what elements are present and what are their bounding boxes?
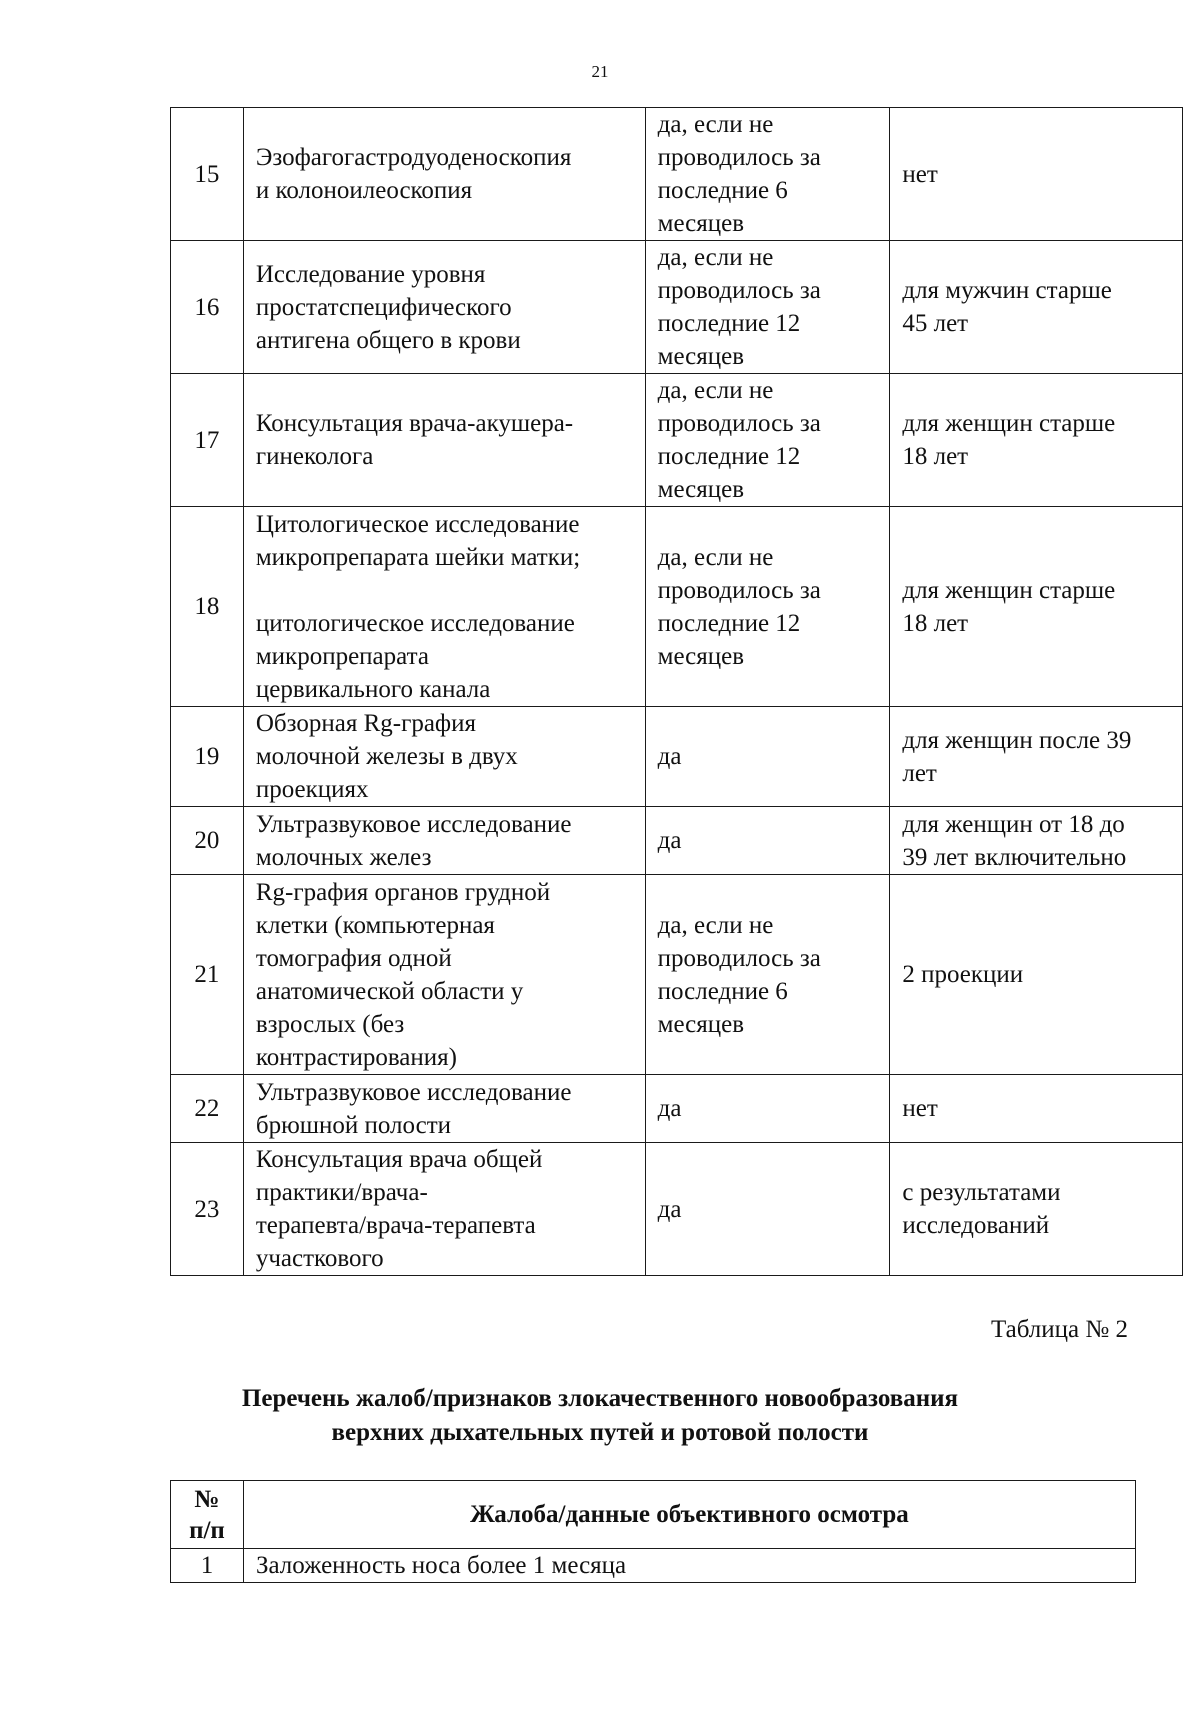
cell-line: последние 12: [657, 310, 801, 337]
note-cell: [890, 707, 1183, 807]
header-num-line-2: п/п: [189, 1516, 225, 1544]
table-row: [171, 807, 1183, 875]
cell-line: месяцев: [657, 476, 745, 503]
examinations-table-body: [171, 108, 1183, 1276]
note-cell: [890, 807, 1183, 875]
cell-line: молочной железы в двух: [255, 743, 518, 770]
cell-line: с результатами: [902, 1179, 1061, 1206]
cell-line: месяцев: [657, 210, 745, 237]
table-row: [171, 108, 1183, 241]
cell-line: да, если не: [657, 111, 774, 138]
condition-cell: [645, 707, 890, 807]
cell-line: Консультация врача-акушера-: [255, 410, 574, 437]
cell-line: последние 12: [657, 443, 801, 470]
table-row: [171, 374, 1183, 507]
condition-cell: [645, 875, 890, 1075]
cell-line: практики/врача-: [255, 1179, 428, 1206]
header-complaint: Жалоба/данные объективного осмотра: [243, 1481, 1135, 1549]
cell-line: нет: [902, 160, 938, 188]
cell-line: для женщин старше: [902, 410, 1116, 437]
cell-line: анатомической области у: [255, 977, 524, 1005]
cell-line: проводилось за: [657, 410, 821, 437]
complaints-table: [170, 1480, 1136, 1583]
table-row: [171, 507, 1183, 707]
cell-line: терапевта/врача-терапевта: [255, 1212, 536, 1239]
row-number: 22: [171, 1075, 244, 1143]
condition-cell: [645, 507, 890, 707]
complaints-table-body: [171, 1549, 1136, 1583]
cell-line: да, если не: [657, 911, 774, 939]
exam-name-cell: [243, 875, 645, 1075]
cell-line: Rg-графия органов грудной: [255, 878, 551, 906]
cell-line: да, если не: [657, 377, 774, 404]
cell-line: антигена общего в крови: [255, 326, 521, 354]
table-2-title: [0, 1382, 1200, 1450]
cell-line: брюшной полости: [255, 1111, 452, 1139]
cell-line: 39 лет включительно: [902, 843, 1127, 871]
condition-cell: [645, 108, 890, 241]
exam-name-cell: [243, 1075, 645, 1143]
note-cell: [890, 241, 1183, 374]
cell-line: 45 лет: [902, 310, 969, 337]
cell-line: месяцев: [657, 343, 745, 370]
cell-line: цитологическое исследование: [255, 609, 575, 637]
cell-line: да, если не: [657, 543, 774, 571]
table-row: [171, 241, 1183, 374]
condition-cell: [645, 241, 890, 374]
cell-line: нет: [902, 1095, 938, 1122]
cell-line: для женщин после 39: [902, 726, 1132, 754]
cell-line: томография одной: [255, 944, 452, 972]
note-cell: [890, 374, 1183, 507]
cell-line: 18 лет: [902, 609, 969, 637]
exam-name-cell: [243, 507, 645, 707]
cell-line: Эзофагогастродуоденоскопия: [255, 144, 572, 171]
condition-cell: [645, 374, 890, 507]
cell-line: для женщин старше: [902, 576, 1116, 604]
cell-line: месяцев: [657, 642, 745, 670]
table-2-label: Таблица № 2: [990, 1316, 1128, 1343]
cell-line: да: [657, 827, 682, 854]
cell-line: для женщин от 18 до: [902, 810, 1125, 838]
cell-line: проводилось за: [657, 944, 821, 972]
note-cell: [890, 875, 1183, 1075]
cell-line: последние 6: [657, 977, 788, 1005]
cell-line: Ультразвуковое исследование: [255, 810, 572, 838]
header-num-line-1: №: [194, 1485, 220, 1513]
table-row: [171, 1075, 1183, 1143]
cell-line: Консультация врача общей: [255, 1146, 543, 1173]
cell-line: проводилось за: [657, 576, 821, 604]
cell-line: исследований: [902, 1212, 1050, 1239]
cell-line: Цитологическое исследование: [255, 510, 580, 538]
cell-line: проводилось за: [657, 277, 821, 304]
table-2-title-line-2: верхних дыхательных путей и ротовой полости: [331, 1419, 869, 1446]
note-cell: [890, 1075, 1183, 1143]
cell-line: Исследование уровня: [255, 260, 486, 288]
table-row: [171, 707, 1183, 807]
cell-line: [256, 574, 635, 607]
exam-name-cell: [243, 108, 645, 241]
complaint-cell: Заложенность носа более 1 месяца: [243, 1549, 1135, 1583]
cell-line: 18 лет: [902, 443, 969, 470]
cell-line: Обзорная Rg-графия: [255, 710, 476, 737]
cell-line: контрастирования): [255, 1043, 457, 1071]
cell-line: последние 12: [657, 609, 801, 637]
cell-line: да: [657, 1095, 682, 1122]
row-number: 1: [171, 1549, 244, 1583]
table-row: [171, 875, 1183, 1075]
row-number: 18: [171, 507, 244, 707]
cell-line: да: [657, 1195, 682, 1223]
page-number: 21: [591, 62, 609, 81]
condition-cell: [645, 1143, 890, 1276]
table-row: [171, 1143, 1183, 1276]
cell-line: да, если не: [657, 244, 774, 271]
cell-line: взрослых (без: [255, 1010, 405, 1038]
cell-line: и колоноилеоскопия: [255, 177, 473, 204]
exam-name-cell: [243, 374, 645, 507]
cell-line: проводилось за: [657, 144, 821, 171]
row-number: 16: [171, 241, 244, 374]
row-number: 17: [171, 374, 244, 507]
cell-line: простатспецифического: [255, 293, 512, 321]
condition-cell: [645, 1075, 890, 1143]
cell-line: клетки (компьютерная: [255, 911, 495, 939]
row-number: 23: [171, 1143, 244, 1276]
note-cell: [890, 108, 1183, 241]
cell-line: участкового: [255, 1245, 384, 1272]
exam-name-cell: [243, 1143, 645, 1276]
exam-name-cell: [243, 807, 645, 875]
table-row: [171, 1549, 1136, 1583]
row-number: 20: [171, 807, 244, 875]
row-number: 19: [171, 707, 244, 807]
cell-line: Ультразвуковое исследование: [255, 1078, 572, 1106]
cell-line: 2 проекции: [902, 961, 1024, 988]
cell-line: проекциях: [255, 776, 369, 803]
cell-line: молочных желез: [255, 843, 432, 871]
note-cell: [890, 507, 1183, 707]
examinations-table: [170, 107, 1183, 1276]
cell-line: да: [657, 743, 682, 770]
cell-line: цервикального канала: [255, 675, 491, 703]
cell-line: для мужчин старше: [902, 277, 1112, 304]
cell-line: месяцев: [657, 1010, 745, 1038]
note-cell: [890, 1143, 1183, 1276]
row-number: 21: [171, 875, 244, 1075]
table-2-title-line-1: Перечень жалоб/признаков злокачественного новообразования: [241, 1385, 959, 1412]
exam-name-cell: [243, 707, 645, 807]
cell-line: гинеколога: [255, 443, 374, 470]
header-num: [171, 1481, 244, 1549]
cell-line: лет: [902, 759, 937, 787]
cell-line: последние 6: [657, 177, 788, 204]
row-number: 15: [171, 108, 244, 241]
condition-cell: [645, 807, 890, 875]
cell-line: микропрепарата шейки матки;: [255, 543, 581, 571]
complaints-header-row: [171, 1481, 1136, 1549]
cell-line: микропрепарата: [255, 642, 429, 670]
exam-name-cell: [243, 241, 645, 374]
